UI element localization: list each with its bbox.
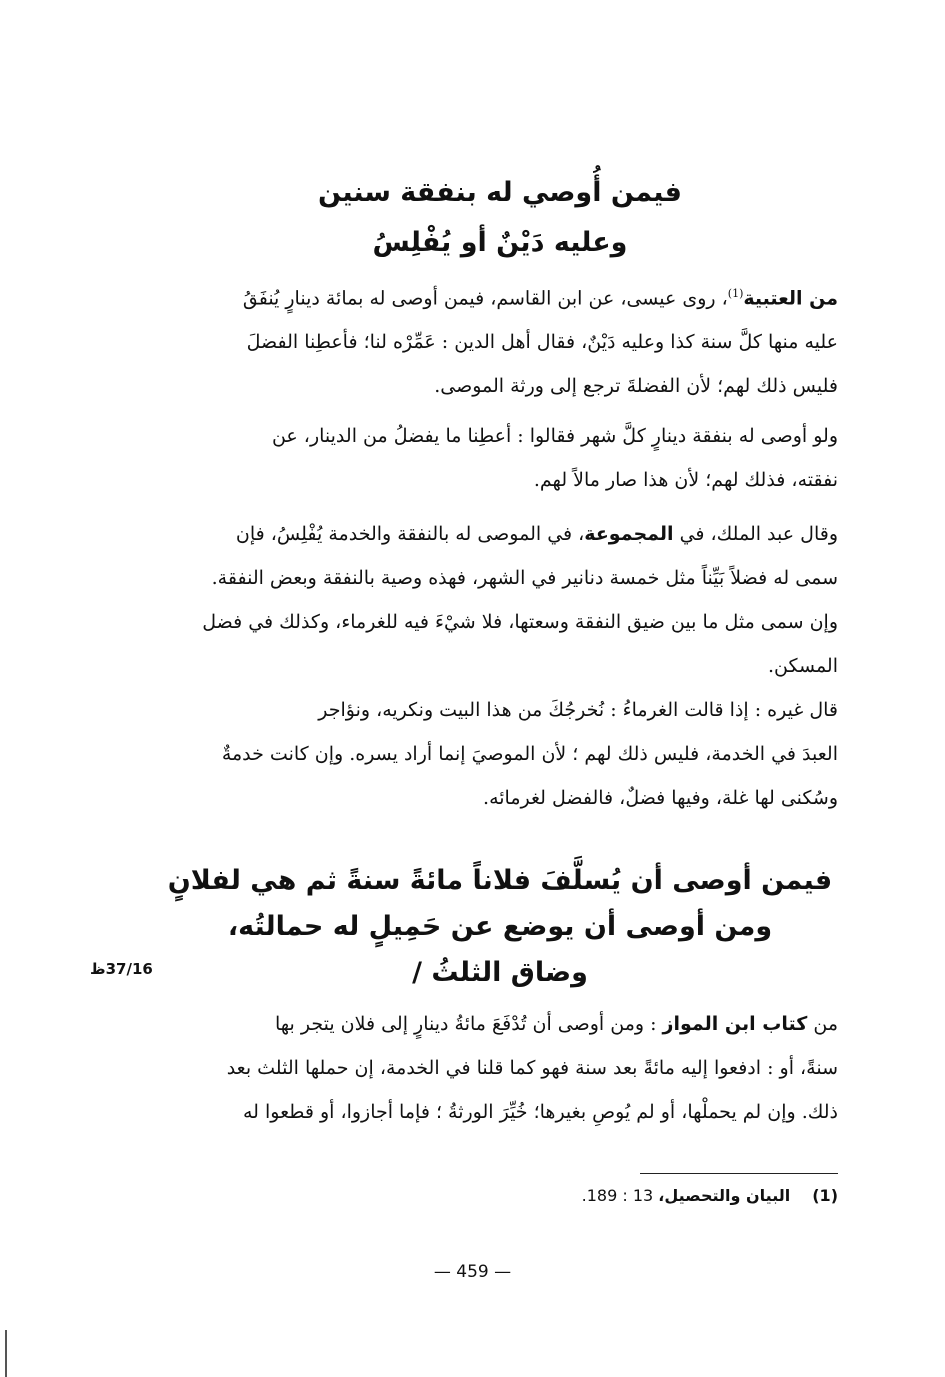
paragraph-1 bbox=[165, 272, 838, 408]
heading-2-line-3: وضاق الثلثُ / bbox=[412, 957, 588, 988]
paragraph-3-line-4: المسكن. bbox=[768, 655, 838, 677]
paragraph-5-line-1 bbox=[165, 1002, 838, 1046]
paragraph-4-line-1: قال غيره : إذا قالت الغرماءُ : نُخرجُكَ من هذا البيت ونكريه، ونؤاجر bbox=[318, 699, 838, 721]
footnote-reference-text: 13 : 189. bbox=[581, 1186, 659, 1205]
footnote bbox=[500, 1186, 838, 1205]
paragraph-5-line-1-end: : ومن أوصى أن تُدْفَعَ مائةُ دينارٍ إلى فلان يتجر بها bbox=[275, 1013, 663, 1035]
source-label-ibn-mawwaz: كتاب ابن المواز bbox=[662, 1013, 808, 1035]
paragraph-4-line-3: وسُكنى لها غلة، وفيها فضلٌ، فالفضل لغرمائه. bbox=[483, 787, 838, 809]
paragraph-5-line-3: ذلك. وإن لم يحملْها، أو لم يُوصِ بغيرها؛ خُيِّرَ الورثةُ ؛ فإما أجازوا، أو قطعوا له bbox=[242, 1101, 838, 1123]
heading-2-line-2: ومن أوصى أن يوضع عن حَمِيلٍ له حمالتُه، bbox=[227, 911, 773, 942]
paragraph-2 bbox=[165, 414, 838, 502]
paragraph-4-line-2: العبدَ في الخدمة، فليس ذلك لهم ؛ لأن الموصيَ إنما أراد يسره. وإن كانت خدمةٌ bbox=[221, 743, 838, 765]
source-label-majmua: المجموعة bbox=[584, 523, 674, 545]
paragraph-3 bbox=[165, 512, 838, 688]
paragraph-5 bbox=[165, 1002, 838, 1134]
paragraph-3-line-1 bbox=[165, 512, 838, 556]
manuscript-folio-note: 37/16ظ bbox=[90, 960, 153, 978]
paragraph-1-line-1-text: ، روى عيسى، عن ابن القاسم، فيمن أوصى له بمائة دينارٍ يُنفَقُ bbox=[242, 287, 728, 310]
section-heading-2 bbox=[160, 858, 840, 996]
paragraph-2-line-1: ولو أوصى له بنفقة دينارٍ كلَّ شهر فقالوا : أعطِنا ما يفضلُ من الدينار، عن bbox=[271, 425, 838, 447]
page-number: — 459 — bbox=[433, 1262, 512, 1282]
paragraph-3-line-3: وإن سمى مثل ما بين ضيق النفقة وسعتها، فلا شيْءَ فيه للغرماء، وكذلك في فضل bbox=[202, 611, 838, 633]
paragraph-5-line-1-start: من bbox=[807, 1013, 838, 1035]
paragraph-5-line-2: سنةً، أو : ادفعوا إليه مائةً بعد سنة فهو كما قلنا في الخدمة، إن حملها الثلث بعد bbox=[226, 1057, 838, 1079]
paragraph-1-line-1 bbox=[165, 272, 838, 320]
scan-edge-line bbox=[5, 1330, 7, 1377]
heading-1-line-1: فيمن أُوصي له بنفقة سنين bbox=[318, 177, 682, 208]
paragraph-4 bbox=[165, 688, 838, 820]
paragraph-3-line-2: سمى له فضلاً بَيِّناً مثل خمسة دنانير في الشهر، فهذه وصية بالنفقة وبعض النفقة. bbox=[211, 567, 838, 589]
paragraph-3-line-1-start: وقال عبد الملك، في bbox=[673, 523, 838, 545]
footnote-reference: (1) bbox=[727, 287, 744, 300]
section-heading-1 bbox=[160, 168, 840, 268]
footnote-title: البيان والتحصيل، bbox=[658, 1186, 791, 1205]
paragraph-1-line-3: فليس ذلك لهم؛ لأن الفضلةَ ترجع إلى ورثة الموصى. bbox=[434, 375, 838, 398]
paragraph-1-line-2: عليه منها كلَّ سنة كذا وعليه دَيْنٌ، فقال أهل الدين : عَمِّرْه لنا؛ فأعطِنا الفضلَ bbox=[246, 331, 838, 354]
footnote-number: (1) bbox=[812, 1186, 838, 1205]
heading-1-line-2: وعليه دَيْنٌ أو يُفْلِسُ bbox=[372, 227, 628, 258]
footnote-divider bbox=[640, 1173, 838, 1174]
source-label-utbiyya: من العتبية bbox=[743, 287, 838, 310]
paragraph-3-line-1-end: ، في الموصى له بالنفقة والخدمة يُفْلِسُ، فإن bbox=[235, 523, 585, 545]
paragraph-2-line-2: نفقته، فذلك لهم؛ لأن هذا صار مالاً لهم. bbox=[533, 469, 838, 491]
heading-2-line-1: فيمن أوصى أن يُسلَّفَ فلاناً مائةً سنةً ثم هي لفلانٍ bbox=[167, 865, 833, 896]
